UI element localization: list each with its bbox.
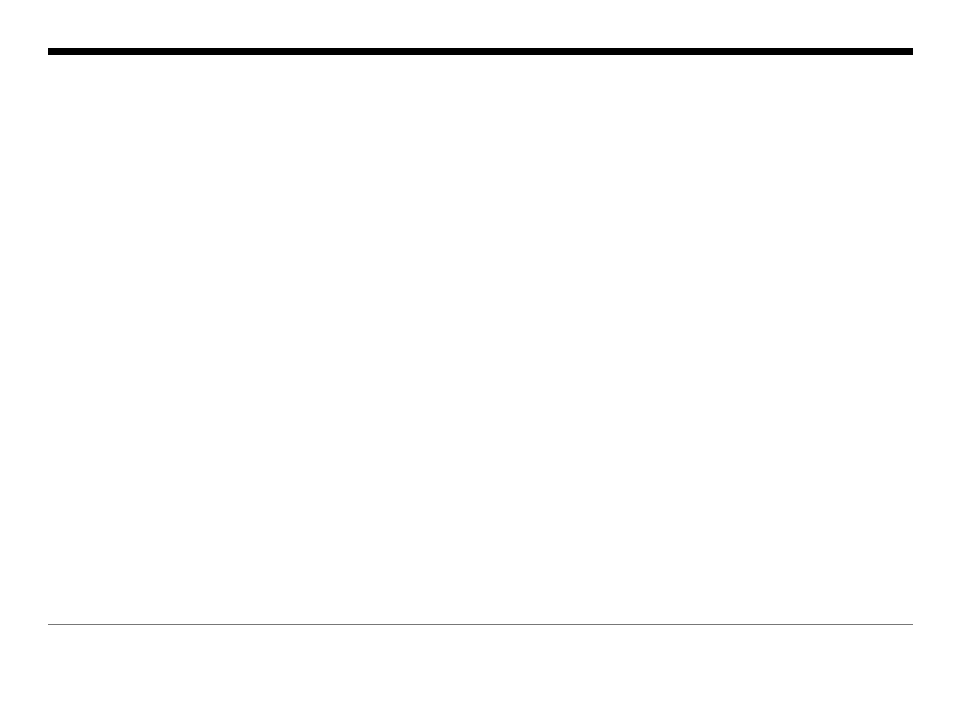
balance-sheet-table — [48, 391, 913, 623]
highlights-table — [48, 82, 913, 377]
footnote-divider — [48, 624, 913, 625]
title-underline — [48, 48, 913, 55]
